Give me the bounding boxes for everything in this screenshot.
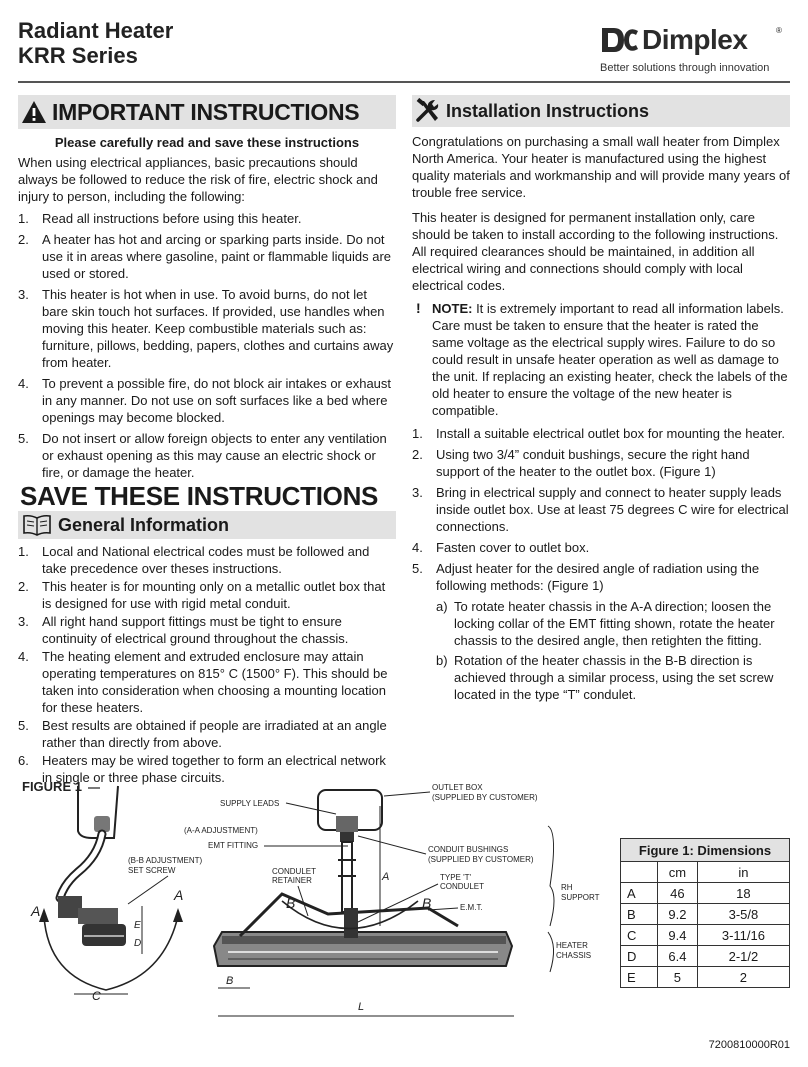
dimplex-logo [600,24,785,58]
list-item: 6. Heaters may be wired together to form an electrical network in single or three phase circuits. [18,753,386,785]
installation-banner [412,95,790,127]
dimensions-table [620,838,790,988]
list-item: 5. Do not insert or allow foreign objects to enter any ventilation or exhaust opening as this may cause an electric shock or fire, or damage the heater. [18,431,387,480]
document-number: 7200810000R01 [708,1039,790,1051]
label-rh: RH [561,883,573,892]
label-support: SUPPORT [561,893,600,902]
important-subheading: Please carefully read and save these instructions [54,135,360,150]
list-item: 2. Using two 3/4” conduit bushings, secure the right hand support of the heater to the outlet box. (Figure 1) [412,447,750,479]
note-text: It is extremely important to read all information labels. Care must be taken to ensure that the heater is rated the same voltage as the electrical supply wires. Failure to do so could result in unsafe heater operation as well as damage to the unit. If replacing an existing heater, check the labels of the old heater to ensure the voltage of the new heater is compatible. [432,301,788,418]
label-emt-fitting: EMT FITTING [208,841,259,850]
label-outlet-box-customer: (SUPPLIED BY CUSTOMER) [432,793,538,802]
important-banner [18,95,396,129]
label-heater: HEATER [556,941,588,950]
header-divider [18,81,790,83]
table-row: D 6.4 2-1/2 [621,946,790,967]
installation-para: This heater is designed for permanent installation only, care should be taken to install according to the following instructions. All required clearances should be maintained, in addition all electrical wiring and connections should comply with local electrical codes. [412,210,779,293]
book-icon [22,514,52,536]
label-condulet: CONDULET [272,867,317,876]
title-line-2: KRR Series [18,43,138,68]
important-heading: IMPORTANT INSTRUCTIONS [52,98,360,125]
save-instructions-heading: SAVE THESE INSTRUCTIONS [20,481,379,511]
tools-icon [414,98,442,124]
installation-heading: Installation Instructions [446,100,650,121]
list-item: 2. This heater is for mounting only on a metallic outlet box that is designed for use with rigid metal conduit. [18,579,386,611]
brand-tagline: Better solutions through innovation [600,62,770,74]
dim-b-right: B [422,895,432,911]
installation-steps [412,425,790,594]
general-info-list [18,543,396,786]
general-info-banner [18,511,396,539]
table-row: B 9.2 3-5/8 [621,904,790,925]
list-item: 2. A heater has hot and arcing or sparking parts inside. Do not use it in areas where gasoline, paint or flammable liquids are used or stored. [18,232,392,281]
dimplex-mark-icon [600,24,640,56]
table-row: E 5 2 [621,967,790,988]
dim-d: D [134,938,142,949]
label-retainer: RETAINER [272,876,312,885]
dim-b-left: B [286,895,296,911]
list-item: 1. Read all instructions before using this heater. [18,211,302,226]
title-line-1: Radiant Heater [18,18,174,43]
safety-list [18,210,396,481]
list-item: a) To rotate heater chassis in the A-A direction; loosen the locking collar of the EMT fitting shown, rotate the heater chassis to the desired angle, then retighten the fitting. [436,599,775,648]
list-item: 3. Bring in electrical supply and connect to heater supply leads inside outlet box. Use at least 75 degrees C wire for electrical connections. [412,485,789,534]
label-chassis: CHASSIS [556,951,592,960]
registered-mark: ® [776,26,782,35]
col-cm: cm [658,862,698,883]
label-supply-leads: SUPPLY LEADS [220,799,280,808]
label-conduit-customer: (SUPPLIED BY CUSTOMER) [428,855,534,864]
label-conduit-bushings: CONDUIT BUSHINGS [428,845,509,854]
label-outlet-box: OUTLET BOX [432,783,483,792]
installation-intro: Congratulations on purchasing a small wall heater from Dimplex North America. Your heater is manufactured using the highest quality materials and workmanship and will provide many years of trouble free service. [412,134,790,200]
dim-c: C [92,989,101,1003]
table-row: C 9.4 3-11/16 [621,925,790,946]
dim-l: L [358,1001,365,1013]
left-column [18,95,396,787]
list-item: 3. All right hand support fittings must be tight to ensure continuity of electrical ground throughout the chassis. [18,614,349,646]
brand-name: Dimplex [642,24,748,55]
table-row: A 46 18 [621,883,790,904]
table-header-row [621,862,790,883]
list-item: 1. Local and National electrical codes must be followed and take precedence over theses instructions. [18,544,370,576]
list-item: 4. The heating element and extruded enclosure may attain operating temperatures on 815° C (1500° F). This should be taken into consideration when choosing a mounting location for these heaters. [18,649,388,715]
note-block [416,300,790,419]
note-mark: ! [416,300,421,316]
list-item: b) Rotation of the heater chassis in the B-B direction is achieved through a similar process, using the set screw located in the type “T” condulet. [436,653,774,702]
general-info-heading: General Information [58,514,230,535]
dim-b-bottom: B [226,975,234,987]
adjustment-substeps [436,598,790,703]
dim-a-left: A [31,903,41,919]
dim-a-vertical: A [382,871,390,883]
dim-e: E [134,920,141,931]
list-item: 4. To prevent a possible fire, do not block air intakes or exhaust in any manner. Do not use on soft surfaces like a bed where openings may become blocked. [18,376,392,425]
warning-icon [20,99,48,125]
label-aa-adjustment: (A-A ADJUSTMENT) [184,826,258,835]
figure-label: FIGURE 1 [22,779,82,794]
label-emt: E.M.T. [460,903,483,912]
label-type-t: TYPE 'T' [440,873,472,882]
label-set-screw: SET SCREW [128,866,176,875]
table-caption: Figure 1: Dimensions [621,839,790,862]
document-title [18,18,173,68]
list-item: 5. Adjust heater for the desired angle of radiation using the following methods: (Figure 1) [412,561,760,593]
list-item: 1. Install a suitable electrical outlet box for mounting the heater. [412,426,786,441]
label-bb-adjustment: (B-B ADJUSTMENT) [128,856,203,865]
dim-a-right: A [174,887,184,903]
label-condulet-t: CONDULET [440,882,485,891]
list-item: 4. Fasten cover to outlet box. [412,540,590,555]
right-column [412,95,790,707]
note-label: NOTE: [432,301,473,316]
important-intro: When using electrical appliances, basic precautions should always be followed to reduce the risk of fire, electric shock and injury to person, including the following: [18,155,378,204]
figure-1-diagram [18,776,608,1038]
list-item: 3. This heater is hot when in use. To avoid burns, do not let bare skin touch hot surfaces. If provided, use handles when moving this heater. Keep combustible materials such as: furniture, pillows, bedding, papers, clothes and curtains away from heater. [18,287,394,370]
list-item: 5. Best results are obtained if people are irradiated at an angle rather than directly from above. [18,718,387,750]
col-in: in [697,862,789,883]
